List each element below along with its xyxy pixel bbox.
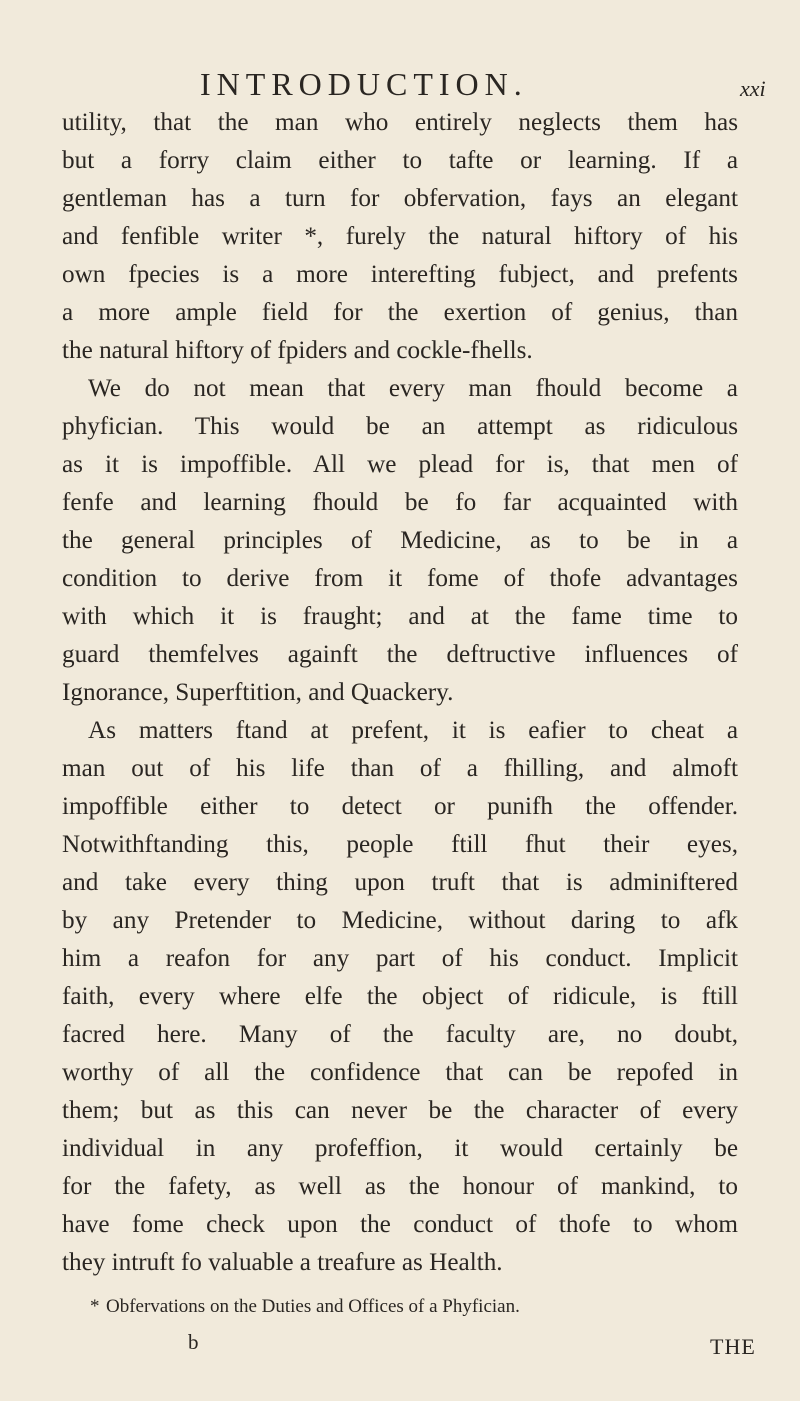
text-line: Ignorance, Superftition, and Quackery. — [62, 679, 454, 706]
text-line: and fenfible writer *, furely the natural hiftory of his — [62, 223, 738, 250]
text-line: fenfe and learning fhould be fo far acquainted with — [62, 489, 738, 516]
text-line: Notwithftanding this, people ftill fhut their eyes, — [62, 831, 738, 858]
text-line: individual in any profeffion, it would certainly be — [62, 1135, 738, 1162]
text-line: man out of his life than of a fhilling, and almoft — [62, 755, 738, 782]
text-line: utility, that the man who entirely neglects them has — [62, 109, 738, 136]
text-line: him a reafon for any part of his conduct. Implicit — [62, 945, 738, 972]
text-line: as it is impoffible. All we plead for is, that men of — [62, 451, 738, 478]
text-line: for the fafety, as well as the honour of mankind, to — [62, 1173, 738, 1200]
text-line: phyfician. This would be an attempt as ridiculous — [62, 413, 738, 440]
text-line: them; but as this can never be the character of every — [62, 1097, 738, 1124]
text-line: faith, every where elfe the object of ridicule, is ftill — [62, 983, 738, 1010]
text-line: have fome check upon the conduct of thofe to whom — [62, 1211, 738, 1238]
text-line: and take every thing upon truft that is adminiftered — [62, 869, 738, 896]
text-line: a more ample field for the exertion of genius, than — [62, 299, 738, 326]
text-line: As matters ftand at prefent, it is eafier to cheat a — [88, 717, 738, 744]
page-number: xxi — [740, 76, 766, 101]
text-line: condition to derive from it fome of thofe advantages — [62, 565, 738, 592]
text-line: gentleman has a turn for obfervation, fays an elegant — [62, 185, 738, 212]
text-line: by any Pretender to Medicine, without daring to afk — [62, 907, 738, 934]
text-line: own fpecies is a more interefting fubject, and prefents — [62, 261, 738, 288]
catchword: THE — [710, 1334, 756, 1359]
footnote-text: Obfervations on the Duties and Offices of a Phyfician. — [106, 1296, 520, 1317]
text-line: but a forry claim either to tafte or learning. If a — [62, 147, 738, 174]
text-line: the natural hiftory of fpiders and cockle-fhells. — [62, 337, 533, 364]
signature-mark: b — [188, 1330, 199, 1354]
running-head: INTRODUCTION. — [200, 66, 528, 102]
text-line: impoffible either to detect or punifh the offender. — [62, 793, 738, 820]
text-line: with which it is fraught; and at the fame time to — [62, 603, 738, 630]
footnote-marker: * — [90, 1296, 100, 1317]
text-line: worthy of all the confidence that can be repofed in — [62, 1059, 738, 1086]
text-line: the general principles of Medicine, as to be in a — [62, 527, 738, 554]
text-line: guard themfelves againft the deftructive influences of — [62, 641, 738, 668]
text-line: facred here. Many of the faculty are, no doubt, — [62, 1021, 738, 1048]
text-line: We do not mean that every man fhould become a — [88, 375, 738, 402]
text-line: they intruft fo valuable a treafure as Health. — [62, 1249, 503, 1276]
